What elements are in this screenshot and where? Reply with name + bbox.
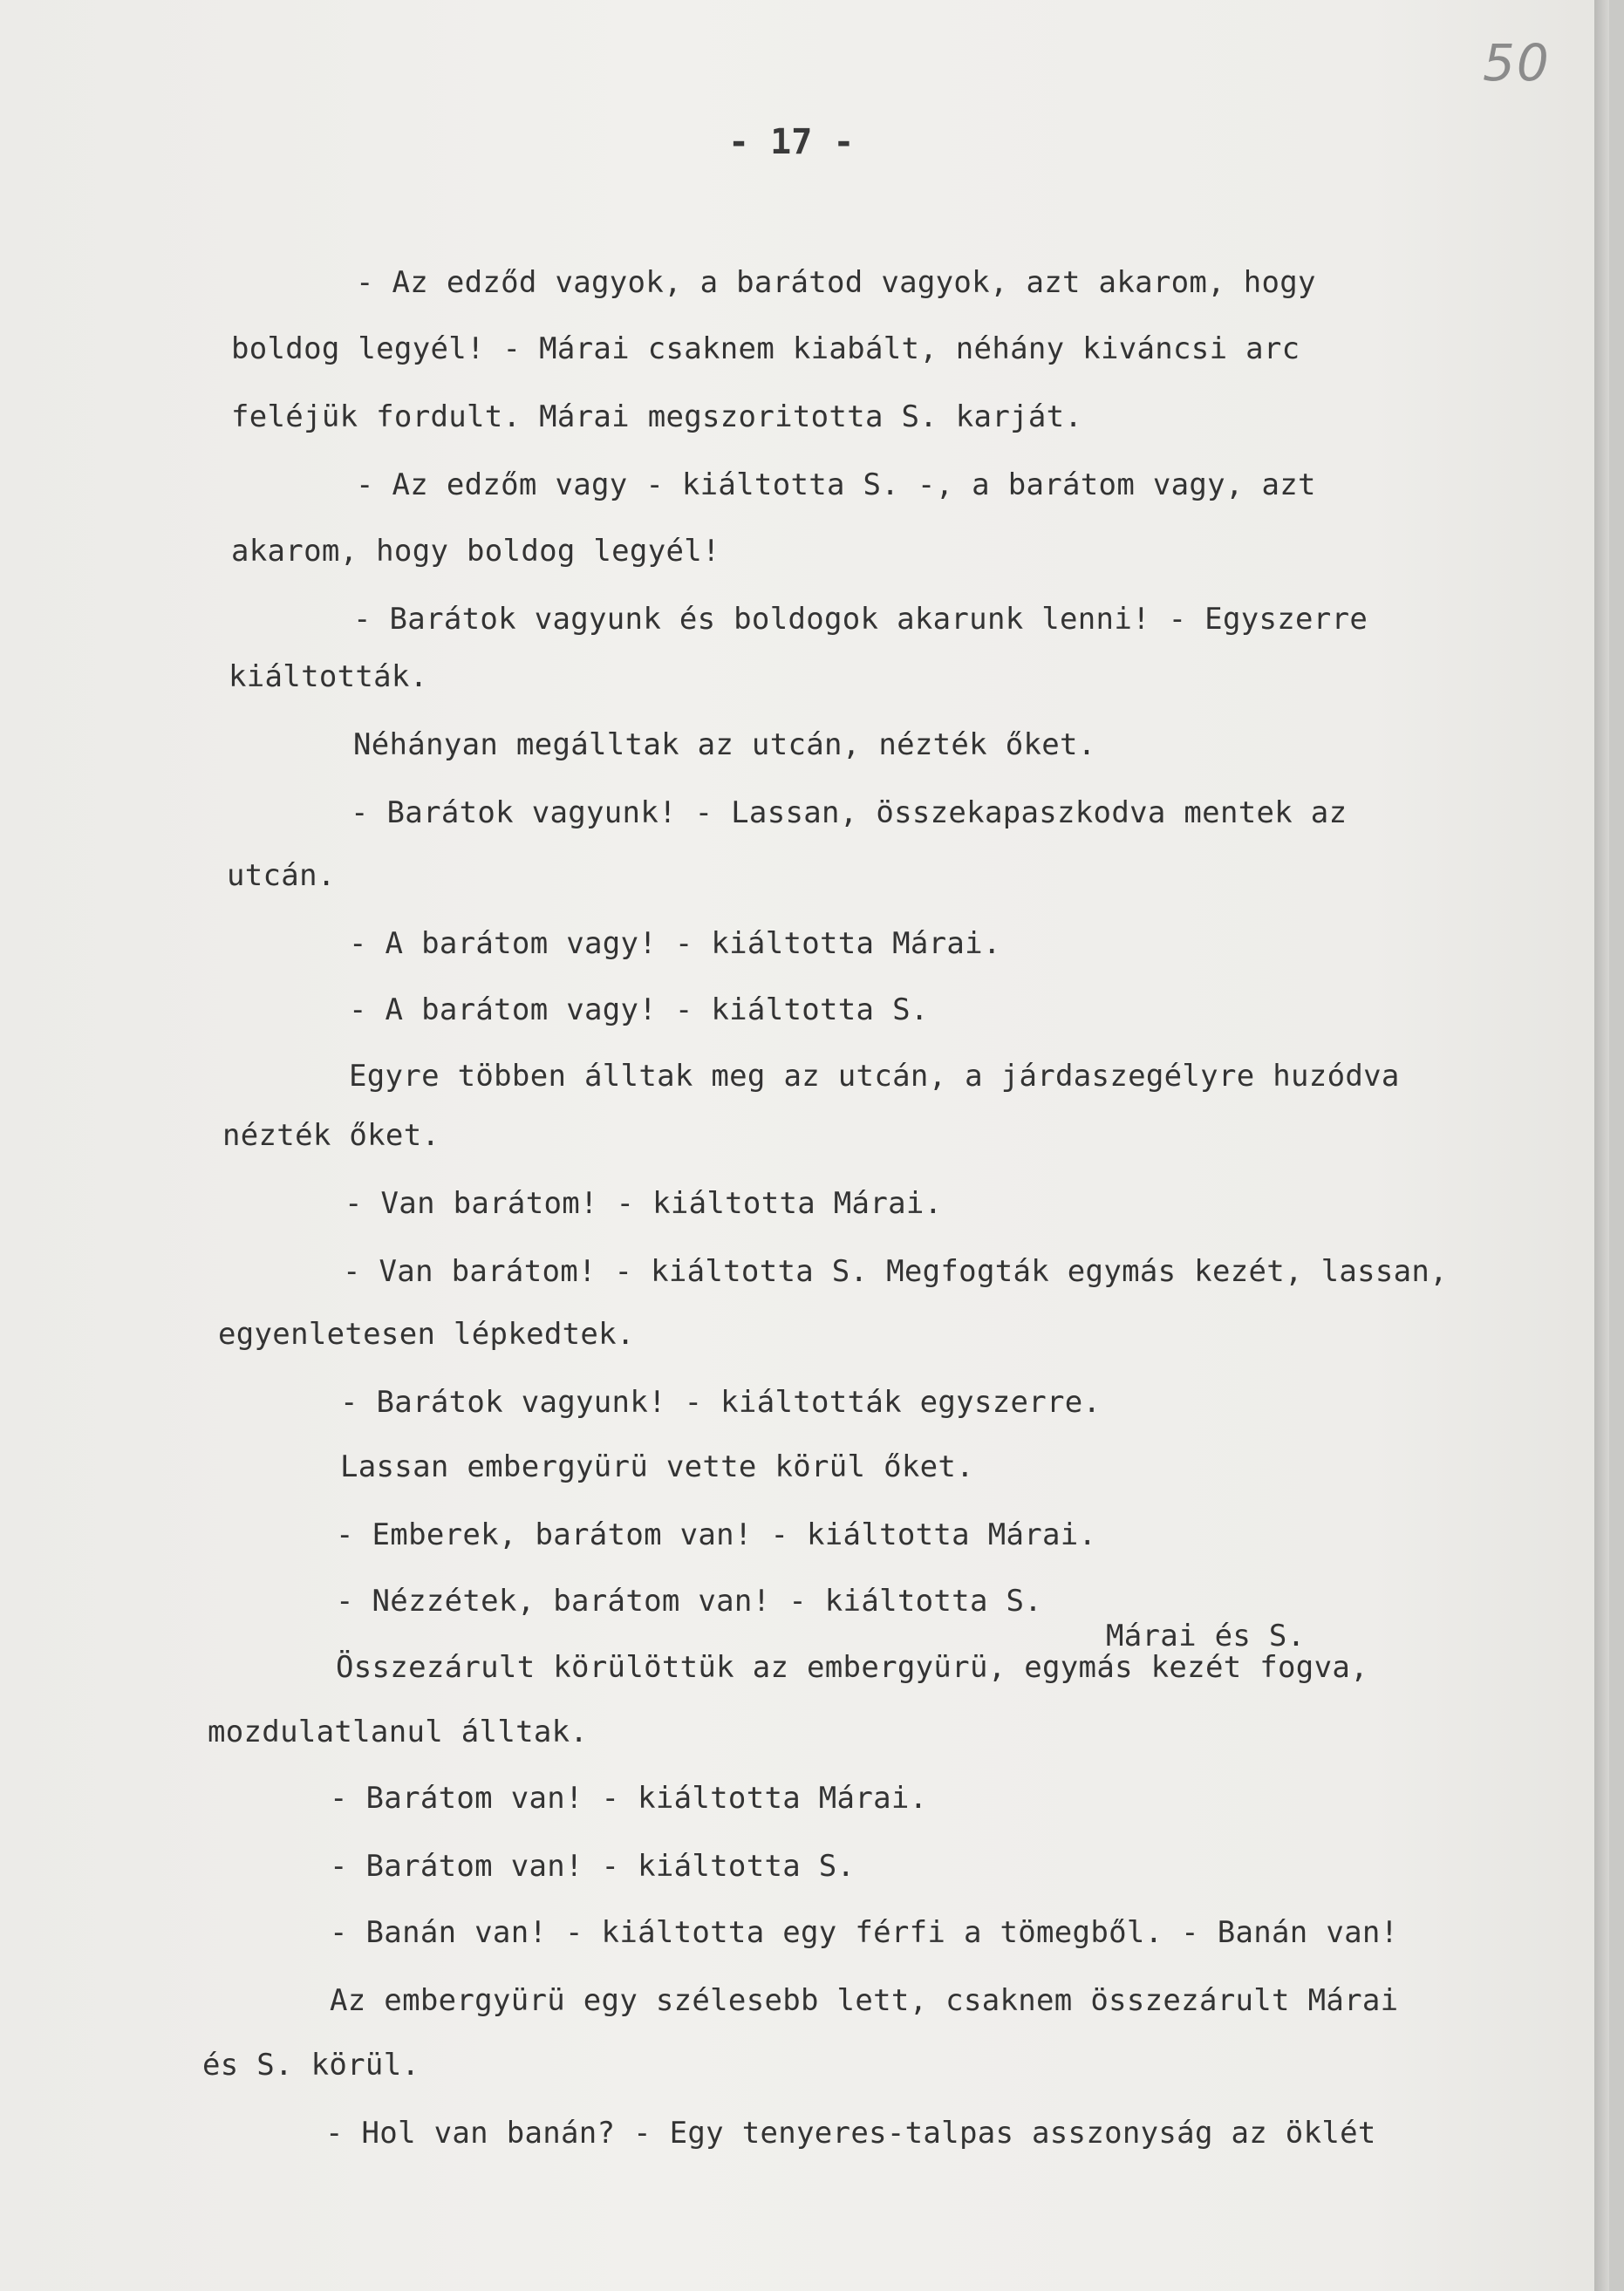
text-line: és S. körül. — [202, 2048, 420, 2083]
text-line: - Barátom van! - kiáltotta S. — [330, 1849, 856, 1884]
text-line: - Barátok vagyunk és boldogok akarunk lenni! - Egyszerre — [353, 602, 1368, 637]
text-line: Lassan embergyürü vette körül őket. — [340, 1449, 974, 1484]
text-line: - A barátom vagy! - kiáltotta Márai. — [349, 926, 1001, 961]
text-line: Összezárult körülöttük az embergyürü, egymás kezét fogva, — [336, 1650, 1368, 1685]
text-line: - A barátom vagy! - kiáltotta S. — [349, 992, 929, 1027]
text-line: nézték őket. — [222, 1118, 440, 1153]
text-line-inserted: Márai és S. — [1106, 1619, 1306, 1653]
text-line: kiáltották. — [229, 659, 428, 694]
text-line: akarom, hogy boldog legyél! — [231, 534, 720, 569]
text-line: - Nézzétek, barátom van! - kiáltotta S. — [336, 1584, 1043, 1619]
text-line: utcán. — [227, 858, 336, 893]
text-line: - Hol van banán? - Egy tenyeres-talpas asszonyság az öklét — [325, 2116, 1376, 2151]
text-line: - Barátok vagyunk! - Lassan, összekapaszkodva mentek az — [351, 795, 1348, 830]
text-line: - Van barátom! - kiáltotta Márai. — [345, 1186, 943, 1221]
text-line: - Az edződ vagyok, a barátod vagyok, azt akarom, hogy — [356, 265, 1316, 300]
text-line: - Van barátom! - kiáltotta S. Megfogták egymás kezét, lassan, — [343, 1254, 1448, 1289]
text-line: - Barátok vagyunk! - kiáltották egyszerre. — [340, 1385, 1102, 1420]
text-line: - Banán van! - kiáltotta egy férfi a tömegből. - Banán van! — [330, 1915, 1399, 1950]
text-line: Az embergyürü egy szélesebb lett, csaknem összezárult Márai — [330, 1983, 1399, 2018]
text-line: Néhányan megálltak az utcán, nézték őket. — [353, 727, 1096, 762]
text-line: - Barátom van! - kiáltotta Márai. — [330, 1781, 928, 1816]
handwritten-sheet-number: 50 — [1483, 33, 1551, 92]
text-line: egyenletesen lépkedtek. — [218, 1317, 635, 1352]
text-line: Egyre többen álltak meg az utcán, a járdaszegélyre huzódva — [349, 1059, 1400, 1094]
text-line: - Az edzőm vagy - kiáltotta S. -, a barátom vagy, azt — [356, 467, 1316, 502]
page-number: - 17 - — [728, 122, 855, 162]
text-line: mozdulatlanul álltak. — [208, 1715, 589, 1749]
text-line: boldog legyél! - Márai csaknem kiabált, néhány kiváncsi arc — [231, 331, 1300, 366]
text-line: - Emberek, barátom van! - kiáltotta Márai. — [336, 1517, 1097, 1552]
paper-edge — [1594, 0, 1609, 2291]
text-line: feléjük fordult. Márai megszoritotta S. karját. — [231, 399, 1083, 434]
